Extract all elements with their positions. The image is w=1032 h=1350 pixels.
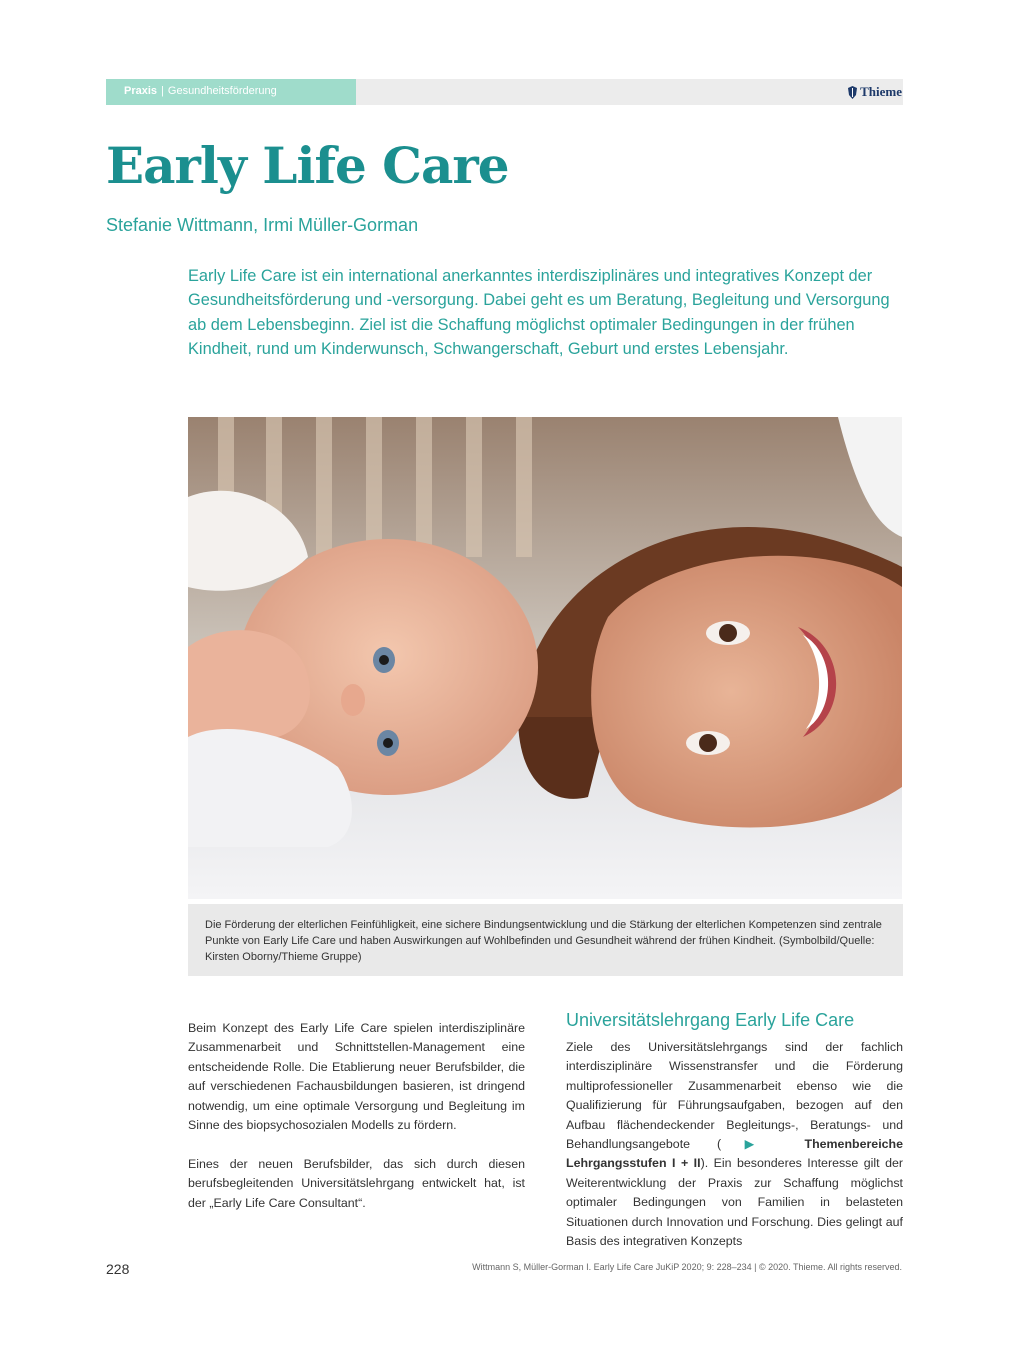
section-heading: Universitätslehrgang Early Life Care: [566, 1010, 855, 1030]
article-photo: [188, 417, 902, 899]
header-section-label: [124, 85, 277, 97]
body-text: Ziele des Universitätslehrgangs sind der fachlich interdisziplinäre Wissenstransfer und die Förderung multiprofessioneller Zusammenarbeit ebenso wie die Qualifizierung für Führungsaufgaben, bezogen auf den Aufbau flächendeckender Begleitungs-, Beratungs- und Behandlungsangebote (: [566, 1040, 903, 1152]
thieme-emblem-icon: [848, 86, 857, 99]
footer-citation: Wittmann S, Müller-Gorman I. Early Life Care JuKiP 2020; 9: 228–234 | © 2020. Thieme. All rights reserved.: [472, 1262, 902, 1272]
body-right-column: [566, 1010, 903, 1251]
figure-caption: Die Förderung der elterlichen Feinfühligkeit, eine sichere Bindungsentwicklung und die Stärkung der elterlichen Kompetenzen sind zentrale Punkte von Early Life Care und haben Auswirkungen auf Wohlbefinden und Gesundheit während der frühen Kindheit. (Symbolbild/Quelle: Kirsten Oborny/Thieme Gruppe): [188, 904, 903, 976]
body-text: ). Ein besonderes Interesse gilt der Weiterentwicklung der Praxis zur Schaffung möglichst optimaler Bedingungen von Familien in belasteten Situationen durch Innovation und Forschung. Dies gelingt auf Basis des integrativen Konzepts: [566, 1156, 903, 1249]
cross-reference-arrow-icon: ▶: [721, 1137, 778, 1152]
cross-reference-link[interactable]: Themenbereiche Lehrgangsstufen I + II: [566, 1137, 903, 1171]
page-number: 228: [106, 1261, 130, 1277]
article-authors: Stefanie Wittmann, Irmi Müller-Gorman: [106, 215, 419, 235]
body-paragraph: [566, 1038, 903, 1251]
article-abstract: Early Life Care ist ein international anerkanntes interdisziplinäres und integratives Konzept der Gesundheitsförderung und -versorgung. Dabei geht es um Beratung, Begleitung und Versorgung ab dem Lebensbeginn. Ziel ist die Schaffung möglichst optimaler Bedingungen in der frühen Kindheit, rund um Kinderwunsch, Schwangerschaft, Geburt und erstes Lebensjahr.: [188, 267, 890, 359]
publisher-name: Thieme: [860, 84, 902, 99]
body-paragraph: Eines der neuen Berufsbilder, das sich durch diesen berufsbegleitenden Universitätslehrgang entwickelt hat, ist der „Early Life Care Consultant“.: [188, 1156, 525, 1210]
header-subsection: Gesundheitsförderung: [167, 85, 277, 97]
header-separator: |: [161, 85, 164, 97]
article-title: Early Life Care: [106, 136, 509, 195]
header-grey-bar: [356, 79, 903, 105]
header-section: Praxis: [124, 85, 158, 97]
body-left-column: [188, 1019, 525, 1232]
mother-and-baby-photo: [188, 417, 902, 899]
body-paragraph: Beim Konzept des Early Life Care spielen interdisziplinäre Zusammenarbeit und Schnittstellen-Management eine entscheidende Rolle. Die Etablierung neuer Berufsbilder, die auf verschiedenen Fachausbildungen basieren, ist dringend notwendig, um eine optimale Versorgung und Begleitung im Sinne des biopsychosozialen Modells zu fördern.: [188, 1021, 525, 1133]
publisher-logo: [848, 84, 902, 100]
